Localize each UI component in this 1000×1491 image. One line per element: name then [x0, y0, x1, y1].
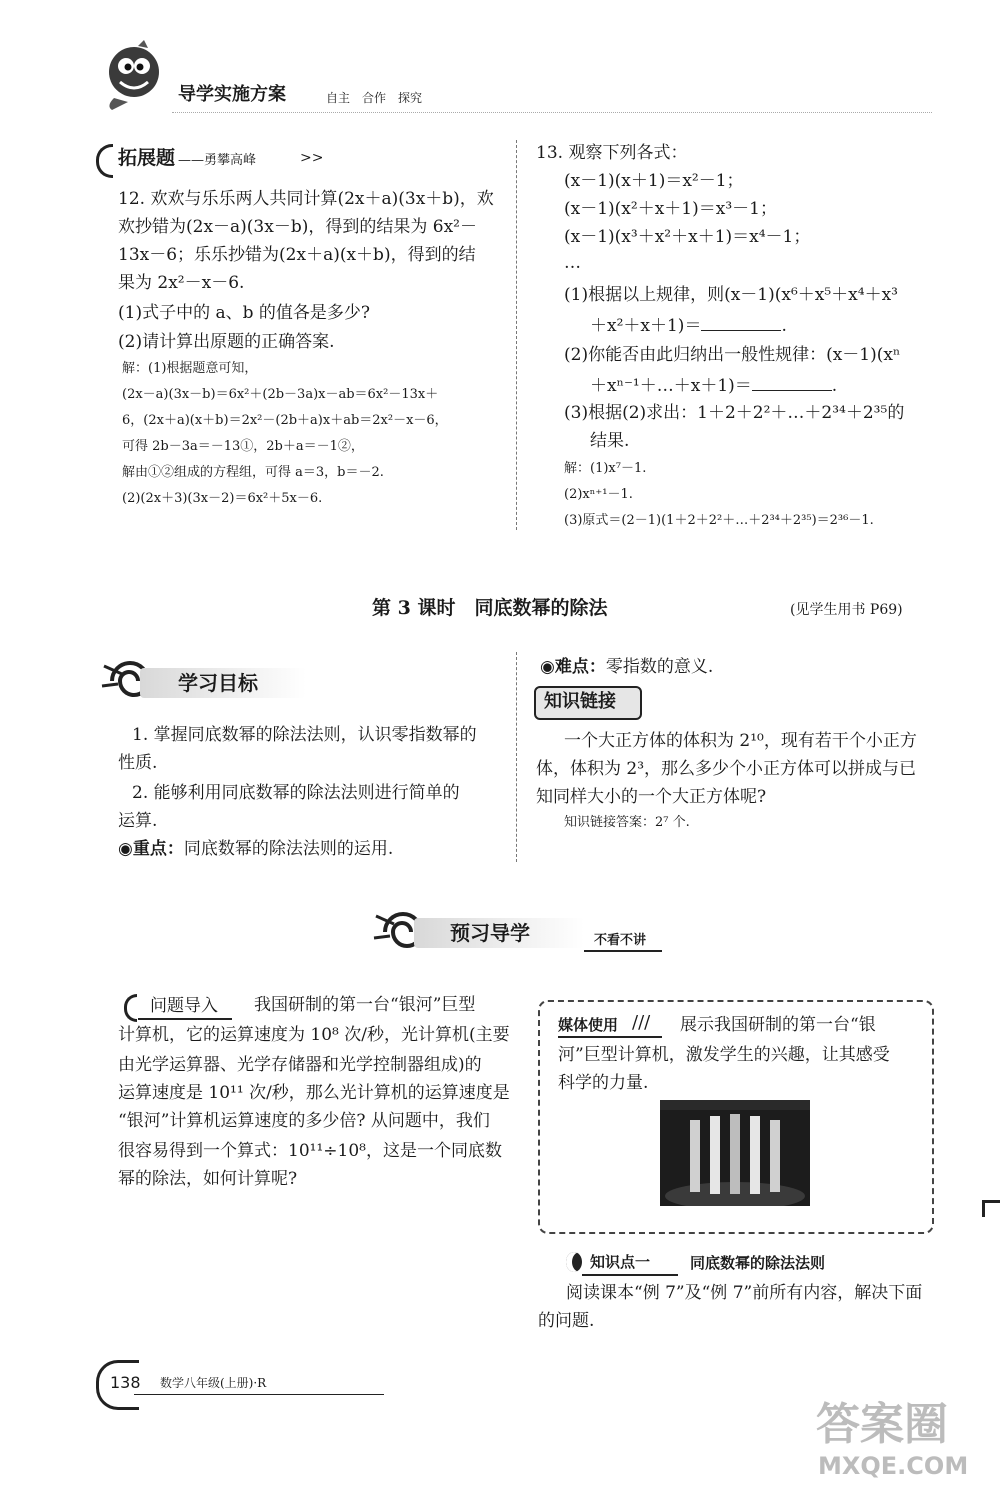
- column-divider-middle: [516, 652, 517, 862]
- difficulty-label: ◉难点：: [540, 657, 606, 677]
- media-line-1: 展示我国研制的第一台“银: [680, 1015, 876, 1035]
- knowledge-point-line-1: 阅读课本“例 7”及“例 7”前所有内容，解决下面: [566, 1283, 923, 1303]
- edge-mark: [982, 1200, 1000, 1217]
- knowledge-link-line-2: 体，体积为 2³，那么多少个小正方体可以拼成与已: [536, 759, 917, 779]
- q13-answer-blank-2[interactable]: [752, 374, 832, 391]
- page-number: 138: [110, 1373, 141, 1392]
- double-chevron-icon: >>: [300, 150, 324, 166]
- q13-part-3-a: (3)根据(2)求出：1＋2＋2²＋…＋2³⁴＋2³⁵的: [564, 403, 905, 423]
- knowledge-point-tag-text: 知识点一: [590, 1253, 651, 1271]
- problem-intro-line-3: 由光学运算器、光学存储器和光学控制器组成)的: [118, 1055, 482, 1075]
- q12-solution-6: (2)(2x＋3)(3x－2)＝6x²＋5x－6.: [122, 491, 323, 506]
- lesson-reference: (见学生用书 P69): [790, 602, 903, 618]
- lesson-title: 第 3 课时 同底数幂的除法: [372, 597, 608, 619]
- goal-line-3: 2. 能够利用同底数幂的除法法则进行简单的: [132, 783, 460, 803]
- knowledge-link-line-1: 一个大正方体的体积为 2¹⁰，现有若干个小正方: [564, 731, 917, 751]
- knowledge-link-line-3: 知同样大小的一个大正方体呢?: [536, 787, 767, 807]
- problem-intro-tag-text: 问题导入: [150, 996, 218, 1016]
- goals-banner: [100, 656, 306, 706]
- q13-intro: 13. 观察下列各式：: [536, 143, 688, 163]
- preview-banner-side: 不看不讲: [594, 933, 647, 948]
- q13-solution-2: (2)xⁿ⁺¹－1.: [564, 487, 633, 502]
- watermark-url: MXQE.COM: [818, 1452, 969, 1480]
- knowledge-link-tag-text: 知识链接: [544, 691, 616, 712]
- q13-part-2-b-text: ＋xⁿ⁻¹＋…＋x＋1)＝: [590, 376, 752, 396]
- goal-line-2: 性质.: [118, 753, 158, 773]
- media-tag-text: 媒体使用: [558, 1016, 619, 1034]
- q13-formula-1: (x－1)(x＋1)＝x²－1；: [564, 171, 744, 191]
- goal-line-1: 1. 掌握同底数幂的除法法则，认识零指数幂的: [132, 725, 477, 745]
- q13-solution-3: (3)原式＝(2－1)(1＋2＋2²＋…＋2³⁴＋2³⁵)＝2³⁶－1.: [564, 513, 874, 528]
- problem-intro-line-1: 我国研制的第一台“银河”巨型: [254, 995, 476, 1015]
- problem-intro-line-7: 幂的除法，如何计算呢?: [118, 1169, 298, 1189]
- goals-banner-text: 学习目标: [178, 671, 258, 695]
- header-title: 导学实施方案: [178, 84, 286, 105]
- bracket-icon: [96, 144, 113, 178]
- q13-formula-3: (x－1)(x³＋x²＋x＋1)＝x⁴－1；: [564, 227, 811, 247]
- slash-marks-icon: ///: [632, 1012, 651, 1033]
- period-mark: .: [831, 376, 838, 396]
- extension-subtitle: ——勇攀高峰: [178, 153, 257, 168]
- crescent-icon: [566, 1252, 582, 1272]
- q12-solution-1: 解：(1)根据题意可知，: [122, 361, 258, 376]
- problem-intro-line-6: 很容易得到一个算式：10¹¹÷10⁸，这是一个同底数: [118, 1141, 502, 1161]
- footer-rule: [134, 1394, 384, 1395]
- q13-part-1-a: (1)根据以上规律，则(x－1)(x⁶＋x⁵＋x⁴＋x³: [564, 285, 898, 305]
- extension-section-tag: [96, 142, 326, 176]
- q13-ellipsis: …: [564, 253, 581, 273]
- goal-line-4: 运算.: [118, 811, 158, 831]
- preview-banner-text: 预习导学: [450, 921, 530, 945]
- difficulty-point: [540, 656, 713, 678]
- key-point-text: 同底数幂的除法法则的运用.: [183, 839, 394, 859]
- q12-line-4: 果为 2x²－x－6.: [118, 273, 245, 293]
- bracket-icon: [124, 994, 137, 1022]
- q13-part-2-b: [590, 374, 837, 397]
- extension-title: 拓展题: [118, 147, 176, 169]
- media-tag-rule: [558, 1036, 662, 1038]
- media-line-2: 河”巨型计算机，激发学生的兴趣，让其感受: [558, 1045, 890, 1065]
- footer-book: 数学八年级(上册)·R: [160, 1376, 267, 1390]
- watermark-text: 答案圈: [816, 1399, 948, 1450]
- preview-banner-rule: [584, 950, 662, 952]
- problem-intro-tag: [124, 994, 232, 1020]
- mascot-logo: [98, 40, 166, 112]
- q12-part-2: (2)请计算出原题的正确答案.: [118, 332, 335, 352]
- q13-part-1-b-text: ＋x²＋x＋1)＝: [590, 316, 702, 336]
- q13-part-2-a: (2)你能否由此归纳出一般性规律：(x－1)(xⁿ: [564, 345, 901, 365]
- header-tagline: 自主 合作 探究: [326, 91, 423, 105]
- key-point-label: ◉重点：: [118, 839, 184, 859]
- knowledge-point-title: 同底数幂的除法法则: [690, 1254, 826, 1272]
- problem-intro-line-2: 计算机，它的运算速度为 10⁸ 次/秒，光计算机(主要: [118, 1025, 510, 1045]
- q13-part-3-b: 结果.: [590, 431, 630, 451]
- q12-solution-2: (2x－a)(3x－b)＝6x²＋(2b－3a)x－ab＝6x²－13x＋: [122, 387, 439, 402]
- q12-line-3: 13x－6；乐乐抄错为(2x＋a)(x＋b)，得到的结: [118, 245, 476, 265]
- problem-intro-line-5: “银河”计算机运算速度的多少倍? 从问题中，我们: [118, 1111, 490, 1131]
- knowledge-point-tag-rule: [582, 1274, 678, 1276]
- q12-part-1: (1)式子中的 a、b 的值各是多少?: [118, 303, 371, 323]
- knowledge-link-tag: [534, 686, 642, 720]
- preview-banner: [372, 906, 662, 958]
- q13-answer-blank-1[interactable]: [701, 314, 781, 331]
- column-divider-top: [516, 140, 517, 530]
- q12-solution-4: 可得 2b－3a＝－13①，2b＋a＝－1②，: [122, 439, 364, 454]
- q13-part-1-b: [590, 314, 787, 337]
- q12-line-1: 12. 欢欢与乐乐两人共同计算(2x＋a)(3x＋b)，欢: [118, 189, 494, 209]
- supercomputer-photo: [660, 1100, 810, 1206]
- q12-solution-5: 解由①②组成的方程组，可得 a＝3，b＝－2.: [122, 465, 384, 480]
- problem-intro-tag-rule: [138, 1018, 232, 1020]
- media-line-3: 科学的力量.: [558, 1073, 649, 1093]
- media-box: [538, 1000, 934, 1234]
- q13-solution-1: 解：(1)x⁷－1.: [564, 461, 647, 476]
- knowledge-point-tag: [566, 1250, 686, 1276]
- q12-solution-3: 6，(2x＋a)(x＋b)＝2x²－(2b＋a)x＋ab＝2x²－x－6，: [122, 413, 448, 428]
- q13-formula-2: (x－1)(x²＋x＋1)＝x³－1；: [564, 199, 777, 219]
- knowledge-link-answer: 知识链接答案：2⁷ 个.: [564, 815, 690, 830]
- knowledge-point-line-2: 的问题.: [538, 1311, 595, 1331]
- period-mark: .: [781, 316, 787, 336]
- media-tag: [558, 1012, 668, 1038]
- problem-intro-line-4: 运算速度是 10¹¹ 次/秒，那么光计算机的运算速度是: [118, 1083, 510, 1103]
- q12-line-2: 欢抄错为(2x－a)(3x－b)，得到的结果为 6x²－: [118, 217, 477, 237]
- difficulty-text: 零指数的意义.: [605, 657, 714, 677]
- key-point: [118, 838, 393, 860]
- header-rule: [172, 112, 932, 113]
